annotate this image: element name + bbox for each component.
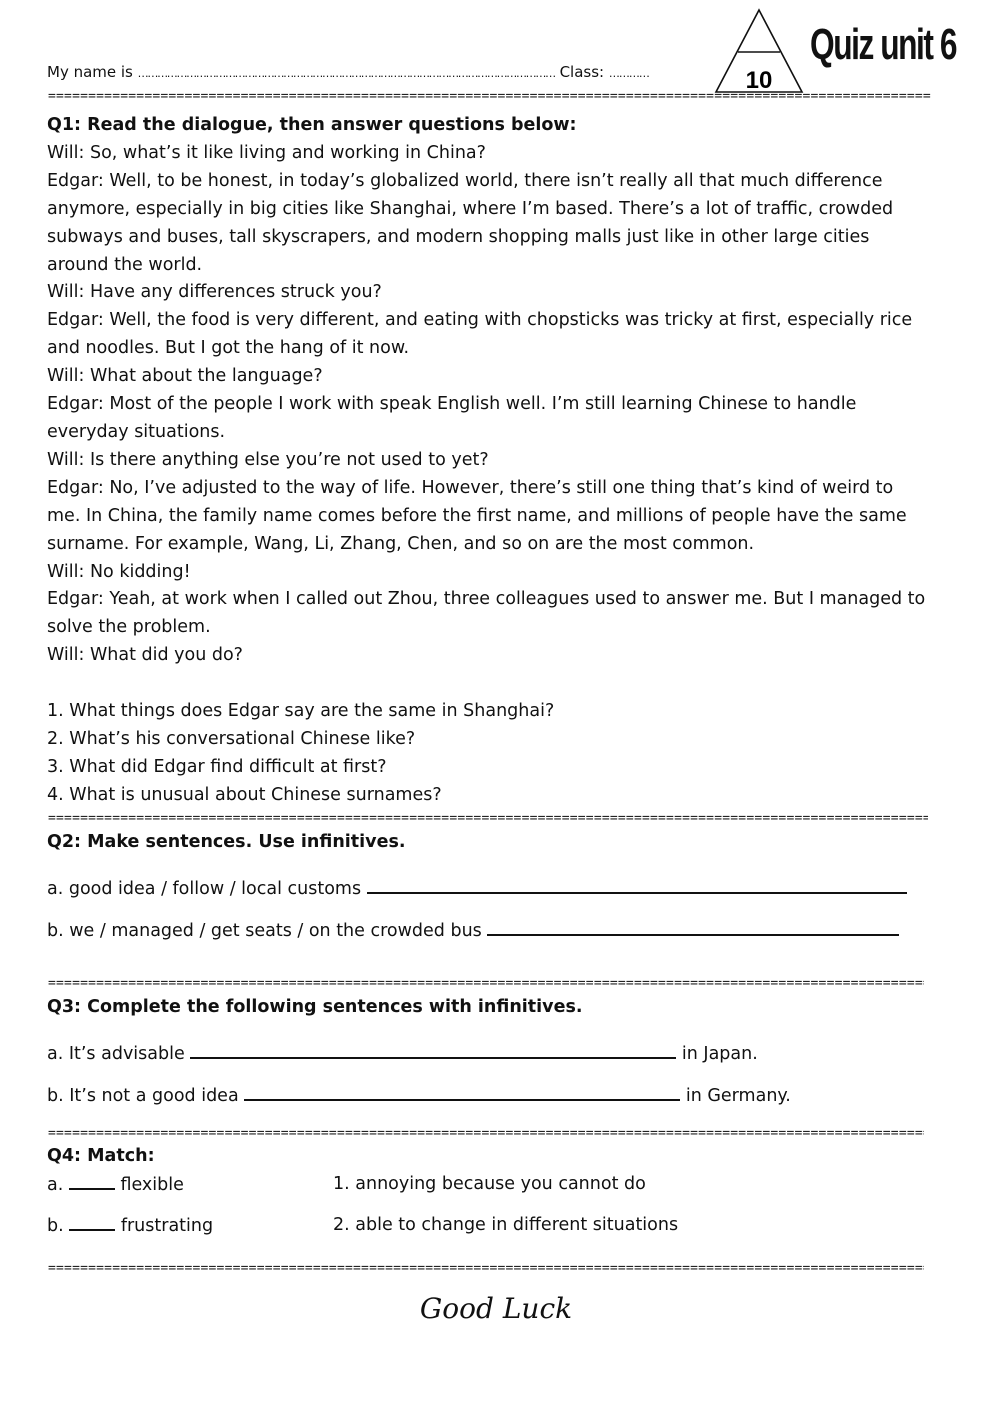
q2-item-a [47, 874, 907, 899]
q2-prompt-a: a. good idea / follow / local customs [47, 879, 362, 899]
student-info-line [47, 63, 649, 81]
dialogue-line: Edgar: Yeah, at work when I called out Zhou, three colleagues used to answer me. But I managed to solve the problem. [47, 589, 926, 638]
name-field[interactable]: ………………………………………………………………………………………………………………… [137, 67, 555, 80]
q3-item-b [47, 1081, 791, 1106]
good-luck-footer: Good Luck [419, 1292, 573, 1325]
dialogue-line: Will: Have any differences struck you? [47, 282, 382, 303]
q3-title: Q3: Complete the following sentences with infinitives. [47, 997, 583, 1017]
q3-end-a: in Japan. [681, 1044, 758, 1064]
dialogue-line: Edgar: No, I’ve adjusted to the way of life. However, there’s still one thing that’s kind of weird to me. In China, the family name comes before the first name, and millions of people have the same surname. For example, Wang, Li, Zhang, Chen, and so on are the most common. [47, 477, 907, 554]
q3-start-a: a. It’s advisable [47, 1044, 185, 1064]
answer-blank[interactable] [367, 874, 907, 894]
q2-title: Q2: Make sentences. Use infinitives. [47, 832, 406, 852]
spacer [47, 670, 927, 698]
question-item: 1. What things does Edgar say are the same in Shanghai? [47, 701, 555, 722]
score-triangle [712, 8, 807, 94]
match-word: flexible [120, 1175, 184, 1195]
q3-item-a [47, 1039, 758, 1064]
match-right-1: 1. annoying because you cannot do [333, 1174, 646, 1194]
score-value: 10 [745, 67, 773, 94]
class-label: Class: [559, 63, 605, 81]
match-label: b. [47, 1216, 64, 1236]
question-item: 3. What did Edgar find difficult at first? [47, 756, 387, 777]
q3-end-b: in Germany. [685, 1086, 791, 1106]
question-item: 2. What’s his conversational Chinese like? [47, 728, 416, 749]
q4-title: Q4: Match: [47, 1146, 155, 1166]
question-item: 4. What is unusual about Chinese surnames? [47, 784, 442, 805]
q1-section [47, 112, 927, 810]
q1-title: Q1: Read the dialogue, then answer questions below: [47, 115, 577, 135]
dialogue-line: Will: Is there anything else you’re not used to yet? [47, 449, 489, 470]
q2-prompt-b: b. we / managed / get seats / on the crowded bus [47, 921, 482, 941]
divider [48, 1262, 924, 1276]
divider [48, 1127, 924, 1141]
match-right-2: 2. able to change in different situations [333, 1215, 679, 1235]
match-left-a [47, 1174, 184, 1195]
answer-blank[interactable] [487, 916, 899, 936]
class-field[interactable]: ………… [608, 67, 649, 80]
match-blank[interactable] [69, 1174, 115, 1190]
answer-blank[interactable] [190, 1039, 676, 1059]
name-label: My name is [47, 63, 133, 81]
divider [48, 812, 928, 826]
dialogue-line: Edgar: Most of the people I work with speak English well. I’m still learning Chinese to handle everyday situations. [47, 394, 857, 442]
dialogue-line: Will: What did you do? [47, 645, 243, 666]
match-left-b [47, 1215, 213, 1236]
dialogue-line: Will: No kidding! [47, 561, 191, 582]
quiz-title: Quiz unit 6 [810, 20, 957, 69]
q2-item-b [47, 916, 899, 941]
dialogue-line: Edgar: Well, the food is very different, and eating with chopsticks was tricky at first, especially rice and noodles. But I got the hang of it now. [47, 310, 913, 359]
q3-start-b: b. It’s not a good idea [47, 1086, 239, 1106]
divider [48, 90, 932, 104]
match-blank[interactable] [69, 1215, 115, 1231]
match-word: frustrating [120, 1216, 214, 1236]
answer-blank[interactable] [244, 1081, 680, 1101]
dialogue-line: Will: What about the language? [47, 366, 323, 387]
match-label: a. [47, 1175, 64, 1195]
divider [48, 977, 924, 991]
dialogue-line: Edgar: Well, to be honest, in today’s globalized world, there isn’t really all that much difference anymore, especially in big cities like Shanghai, where I’m based. There’s a lot of traffic, crowded subways and buses, tall skyscrapers, and modern shopping malls just like in other large cities around the world. [47, 170, 894, 275]
dialogue-line: Will: So, what’s it like living and working in China? [47, 142, 486, 163]
